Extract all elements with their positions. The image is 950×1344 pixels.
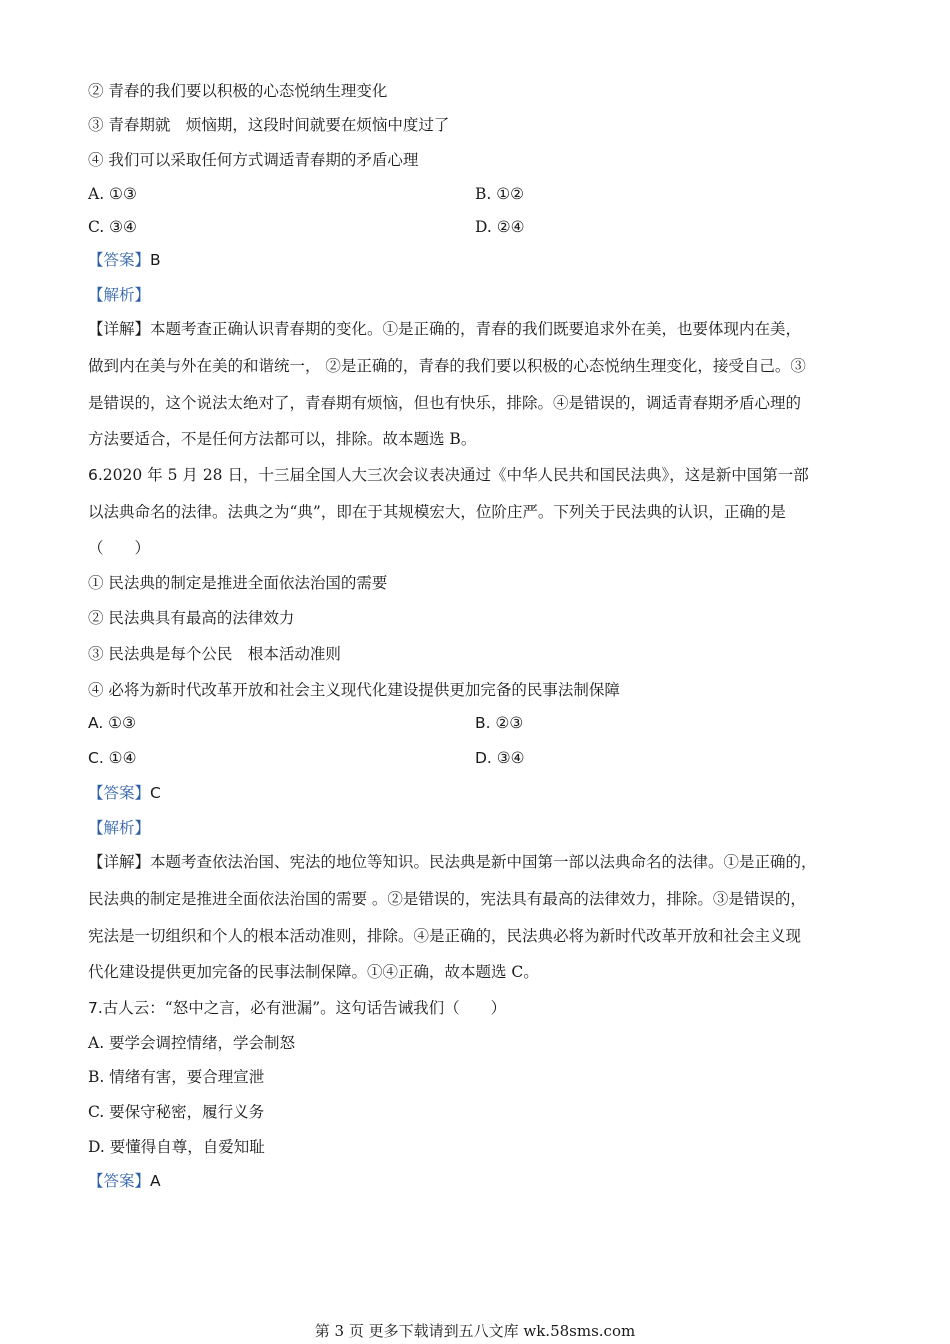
q6-bracket: （ ） [88, 539, 151, 557]
q5-detail-line-3: 是错误的，这个说法太绝对了，青春期有烦恼，但也有快乐，排除。④是错误的，调适青春期矛盾心理的 [88, 394, 802, 412]
answer-value: B [150, 251, 161, 269]
answer-tag: 【答案】 [88, 251, 151, 269]
question-number: 6. [88, 466, 103, 484]
q5-answer [88, 249, 161, 271]
answer-value: A [150, 1172, 161, 1190]
q7-option-d [88, 1136, 265, 1158]
detail-text: 本题考查正确认识青春期的变化。①是正确的，青春的我们既要追求外在美，也要体现内在美， [150, 320, 802, 338]
q6-answer [88, 782, 161, 804]
answer-tag: 【答案】 [88, 784, 151, 802]
q5-option-d: D. ②④ [475, 218, 525, 236]
q5-option-b: B. ①② [475, 185, 525, 203]
q6-stem-line-2: 以法典命名的法律。法典之为“典”，即在于其规模宏大，位阶庄严。下列关于民法典的认识，正确的是 [88, 503, 786, 521]
q5-detail-line-1 [88, 318, 801, 340]
analysis-tag: 【解析】 [88, 286, 151, 304]
q5-detail-line-2: 做到内在美与外在美的和谐统一， ②是正确的，青春的我们要以积极的心态悦纳生理变化，接受自己。③ [88, 357, 806, 375]
detail-tag: 【详解】 [88, 320, 151, 338]
stem-text: 2020 年 5 月 28 日，十三届全国人大三次会议表决通过《中华人民共和国民法典》，这是新中国第一部 [102, 466, 809, 484]
option-text: A. 要学会调控情绪，学会制怒 [88, 1034, 296, 1052]
q6-detail-line-3: 宪法是一切组织和个人的根本活动准则，排除。④是正确的，民法典必将为新时代改革开放和社会主义现 [88, 927, 802, 945]
q5-detail-line-4: 方法要适合，不是任何方法都可以，排除。故本题选 B。 [88, 430, 477, 448]
q6-analysis-tag [88, 817, 150, 839]
q7-stem [88, 997, 506, 1019]
q7-option-a [88, 1032, 295, 1054]
q6-statement-2: ② 民法典具有最高的法律效力 [88, 609, 295, 627]
q6-detail-line-1 [88, 851, 817, 873]
q6-statement-3: ③ 民法典是每个公民 根本活动准则 [88, 645, 341, 663]
q6-detail-line-2: 民法典的制定是推进全面依法治国的需要 。②是错误的，宪法具有最高的法律效力，排除。③是错误的， [88, 890, 806, 908]
q7-answer [88, 1170, 161, 1192]
question-number: 7. [88, 999, 103, 1017]
q6-option-b: B. ②③ [475, 714, 524, 732]
q7-option-c [88, 1101, 264, 1123]
q6-statement-4: ④ 必将为新时代改革开放和社会主义现代化建设提供更加完备的民事法制保障 [88, 681, 620, 699]
q6-option-c: C. ①④ [88, 749, 137, 767]
q5-statement-4: ④ 我们可以采取任何方式调适青春期的矛盾心理 [88, 151, 419, 169]
q6-detail-line-4: 代化建设提供更加完备的民事法制保障。①④正确，故本题选 C。 [88, 963, 539, 981]
analysis-tag: 【解析】 [88, 819, 151, 837]
page-footer: 第 3 页 更多下载请到五八文库 wk.58sms.com [314, 1322, 636, 1340]
q6-option-d: D. ③④ [475, 749, 525, 767]
q5-option-a: A. ①③ [88, 185, 137, 203]
answer-value: C [150, 784, 161, 802]
option-text: C. 要保守秘密，履行义务 [88, 1103, 265, 1121]
q6-option-a: A. ①③ [88, 714, 136, 732]
q5-analysis-tag [88, 284, 150, 306]
q6-statement-1: ① 民法典的制定是推进全面依法治国的需要 [88, 574, 388, 592]
q6-stem-line-1 [88, 464, 809, 486]
q5-statement-2: ② 青春的我们要以积极的心态悦纳生理变化 [88, 82, 388, 100]
answer-tag: 【答案】 [88, 1172, 151, 1190]
option-text: B. 情绪有害，要合理宣泄 [88, 1068, 265, 1086]
detail-tag: 【详解】 [88, 853, 151, 871]
q5-statement-3: ③ 青春期就 烦恼期，这段时间就要在烦恼中度过了 [88, 116, 450, 134]
stem-text: 古人云：“怒中之言，必有泄漏”。这句话告诫我们（ ） [102, 999, 507, 1017]
option-text: D. 要懂得自尊，自爱知耻 [88, 1138, 265, 1156]
q7-option-b [88, 1066, 264, 1088]
detail-text: 本题考查依法治国、宪法的地位等知识。民法典是新中国第一部以法典命名的法律。①是正确的， [150, 853, 817, 871]
q5-option-c: C. ③④ [88, 218, 137, 236]
